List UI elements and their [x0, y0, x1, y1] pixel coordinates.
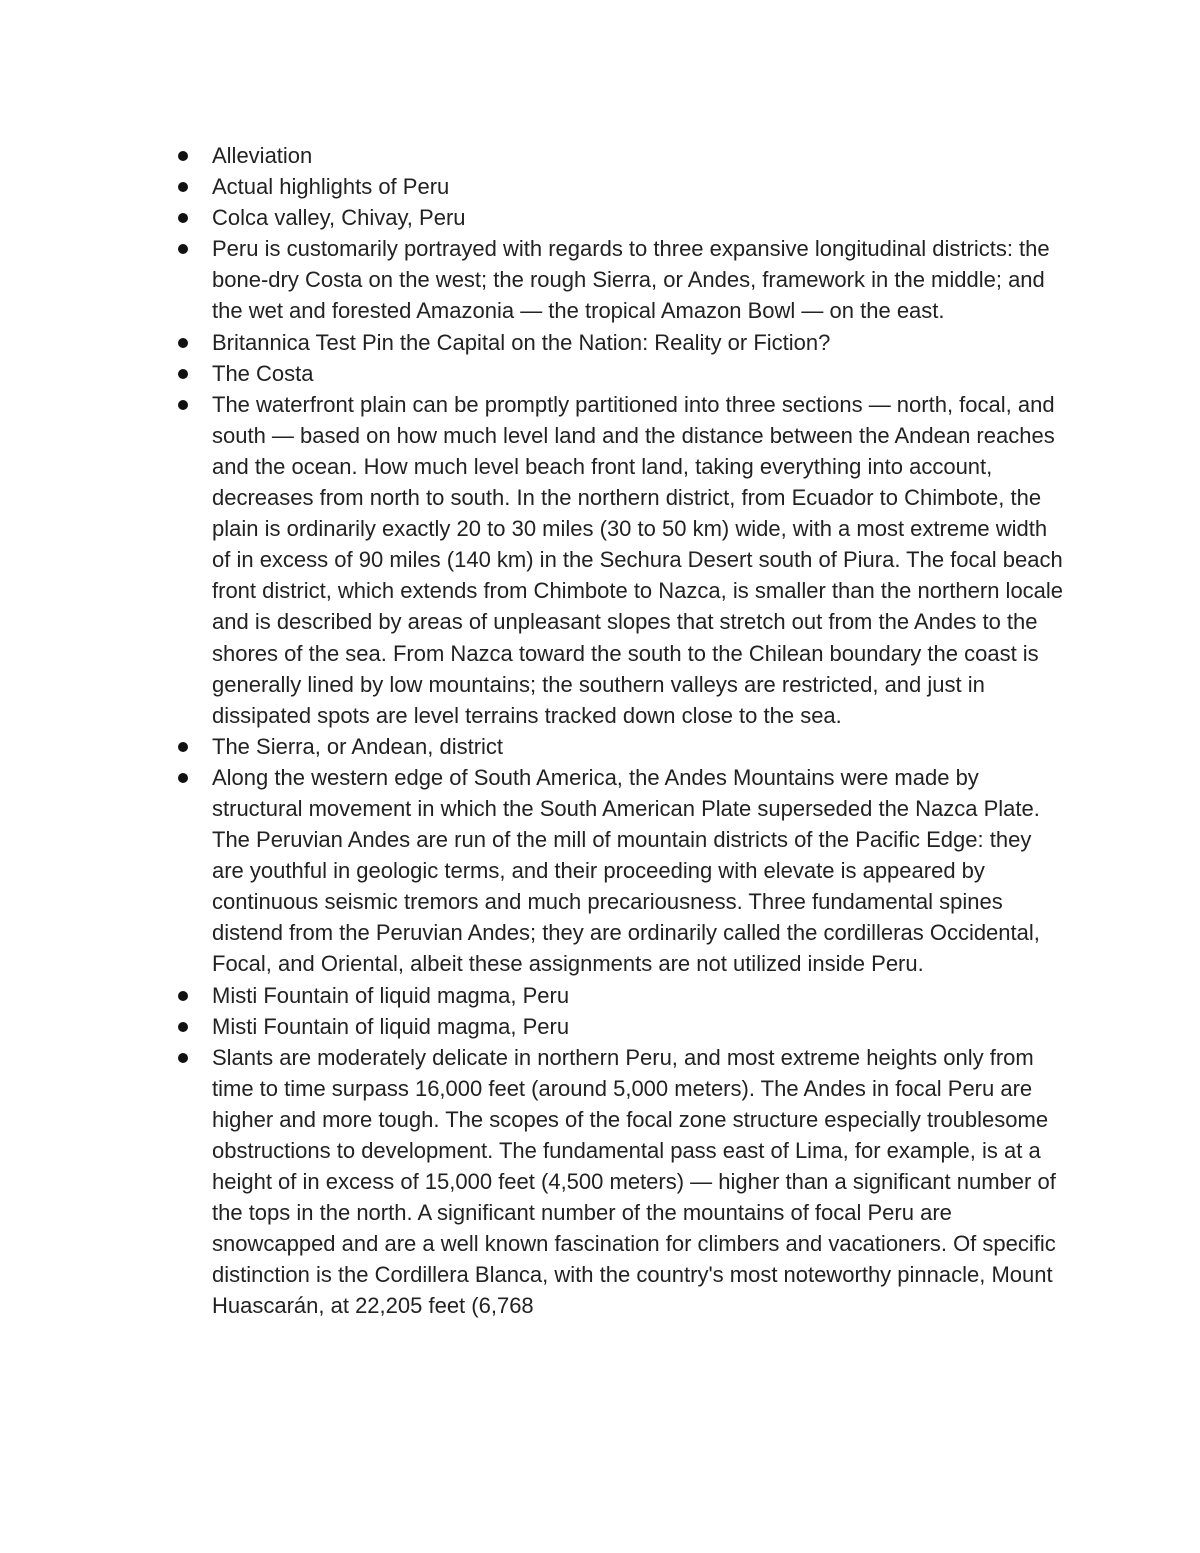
- bullet-icon: [178, 1022, 188, 1032]
- list-item: [176, 389, 1066, 731]
- bullet-icon: [178, 1053, 188, 1063]
- list-item-text: Alleviation: [212, 143, 313, 168]
- list-item: [176, 762, 1066, 980]
- bullet-icon: [178, 182, 188, 192]
- bullet-icon: [178, 991, 188, 1001]
- list-item-text: Colca valley, Chivay, Peru: [212, 205, 466, 231]
- list-item: [176, 171, 1066, 202]
- list-item-text: The Sierra, or Andean, district: [212, 733, 504, 759]
- list-item: [176, 327, 1066, 358]
- list-item: [176, 731, 1066, 762]
- list-item: [176, 140, 1066, 171]
- list-item-text: Misti Fountain of liquid magma, Peru: [212, 1013, 570, 1039]
- list-item-text: Slants are moderately delicate in northern Peru, and most extreme heights only from time to time surpass 16,000 feet (around 5,000 meters). The Andes in focal Peru are higher and more tough. The scopes of the focal zone structure especially troublesome obstructions to development. The fundamental pass east of Lima, for example, is at a height of in excess of 15,000 feet (4,500 meters) — higher than a significant number of the tops in the north. A significant number of the mountains of focal Peru are snowcapped and are a well known fascination for climbers and vacationers. Of specific distinction is the Cordillera Blanca, with the country's most noteworthy pinnacle, Mount Huascarán, at 22,205 feet (6,768: [212, 1044, 1056, 1319]
- list-item-text: Britannica Test Pin the Capital on the Nation: Reality or Fiction?: [212, 329, 831, 355]
- list-item: [176, 202, 1066, 233]
- list-item-text: Misti Fountain of liquid magma, Peru: [212, 982, 570, 1008]
- bullet-icon: [178, 773, 188, 783]
- list-item-text: Peru is customarily portrayed with regards to three expansive longitudinal districts: the bone-dry Costa on the west; the rough Sierra, or Andes, framework in the middle; and the wet and forested Amazonia — the tropical Amazon Bowl — on the east.: [212, 236, 1050, 324]
- bullet-icon: [178, 244, 188, 254]
- bullet-icon: [178, 400, 188, 410]
- list-item: [176, 358, 1066, 389]
- bullet-icon: [178, 369, 188, 379]
- list-item: [176, 1042, 1066, 1322]
- list-item: [176, 1011, 1066, 1042]
- list-item-text: The waterfront plain can be promptly partitioned into three sections — north, focal, and south — based on how much level land and the distance between the Andean reaches and the ocean. How much level beach front land, taking everything into account, decreases from north to south. In the northern district, from Ecuador to Chimbote, the plain is ordinarily exactly 20 to 30 miles (30 to 50 km) wide, with a most extreme width of in excess of 90 miles (140 km) in the Sechura Desert south of Piura. The focal beach front district, which extends from Chimbote to Nazca, is smaller than the northern locale and is described by areas of unpleasant slopes that stretch out from the Andes to the shores of the sea. From Nazca toward the south to the Chilean boundary the coast is generally lined by low mountains; the southern valleys are restricted, and just in dissipated spots are level terrains tracked down close to the sea.: [212, 391, 1064, 728]
- bullet-icon: [178, 151, 188, 161]
- bullet-icon: [178, 338, 188, 348]
- list-item-text: Along the western edge of South America, the Andes Mountains were made by structural movement in which the South American Plate superseded the Nazca Plate. The Peruvian Andes are run of the mill of mountain districts of the Pacific Edge: they are youthful in geologic terms, and their proceeding with elevate is appeared by continuous seismic tremors and much precariousness. Three fundamental spines distend from the Peruvian Andes; they are ordinarily called the cordilleras Occidental, Focal, and Oriental, albeit these assignments are not utilized inside Peru.: [212, 764, 1040, 977]
- bullet-icon: [178, 213, 188, 223]
- bullet-list: [176, 140, 1066, 1322]
- list-item-text: Actual highlights of Peru: [212, 174, 450, 200]
- list-item-text: The Costa: [212, 360, 314, 386]
- list-item: [176, 233, 1066, 326]
- list-item: [176, 980, 1066, 1011]
- bullet-icon: [178, 742, 188, 752]
